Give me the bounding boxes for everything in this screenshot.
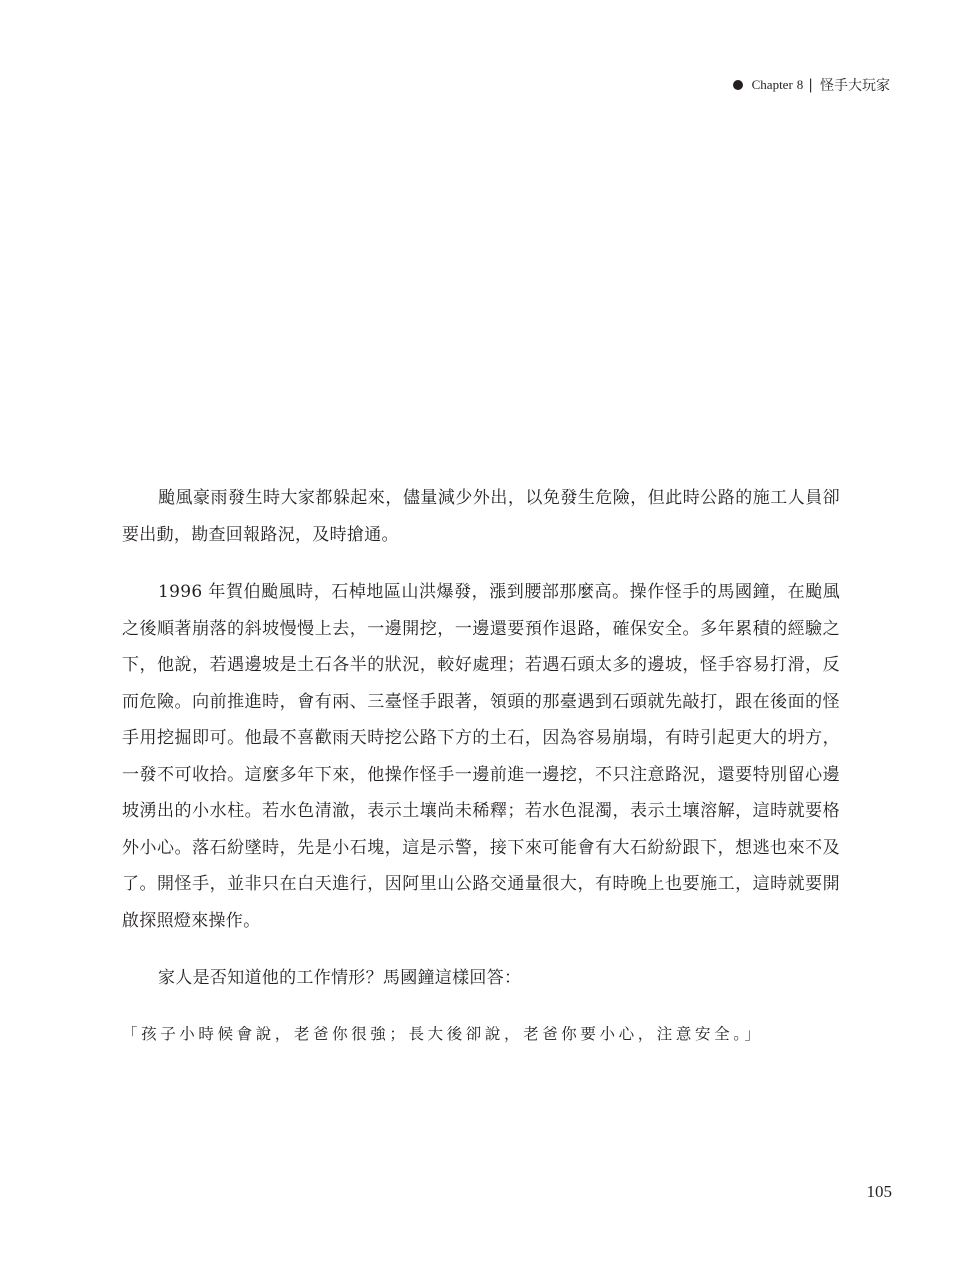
chapter-number: 8 [796,77,804,92]
body-text [122,480,840,1047]
chapter-label: Chapter [751,77,793,92]
running-header [733,74,890,96]
paragraph-2: 1996 年賀伯颱風時，石棹地區山洪爆發，漲到腰部那麼高。操作怪手的馬國鐘，在颱風之後順著崩落的斜坡慢慢上去，一邊開挖，一邊還要預作退路，確保安全。多年累積的經驗之下，他說，若遇邊坡是土石各半的狀況，較好處理；若遇石頭太多的邊坡，怪手容易打滑，反而危險。向前推進時，會有兩、三臺怪手跟著，領頭的那臺遇到石頭就先敲打，跟在後面的怪手用挖掘即可。他最不喜歡雨天時挖公路下方的土石，因為容易崩塌，有時引起更大的坍方，一發不可收拾。這麼多年下來，他操作怪手一邊前進一邊挖，不只注意路況，還要特別留心邊坡湧出的小水柱。若水色清澈，表示土壤尚未稀釋；若水色混濁，表示土壤溶解，這時就要格外小心。落石紛墜時，先是小石塊，這是示警，接下來可能會有大石紛紛跟下，想逃也來不及了。開怪手，並非只在白天進行，因阿里山公路交通量很大，有時晚上也要施工，這時就要開啟探照燈來操作。 [122,582,840,931]
quote: 「孩子小時候會說，老爸你很強；長大後卻說，老爸你要小心，注意安全。」 [122,1024,764,1043]
paragraph-3: 家人是否知道他的工作情形？馬國鐘這樣回答： [158,968,522,988]
page-number: 105 [866,1182,892,1201]
chapter-title: 怪手大玩家 [820,78,890,94]
bullet-icon [733,80,743,90]
header-separator: | [808,77,813,93]
paragraph-1: 颱風豪雨發生時大家都躲起來，儘量減少外出，以免發生危險，但此時公路的施工人員卻要出動，勘查回報路況，及時搶通。 [122,488,840,545]
